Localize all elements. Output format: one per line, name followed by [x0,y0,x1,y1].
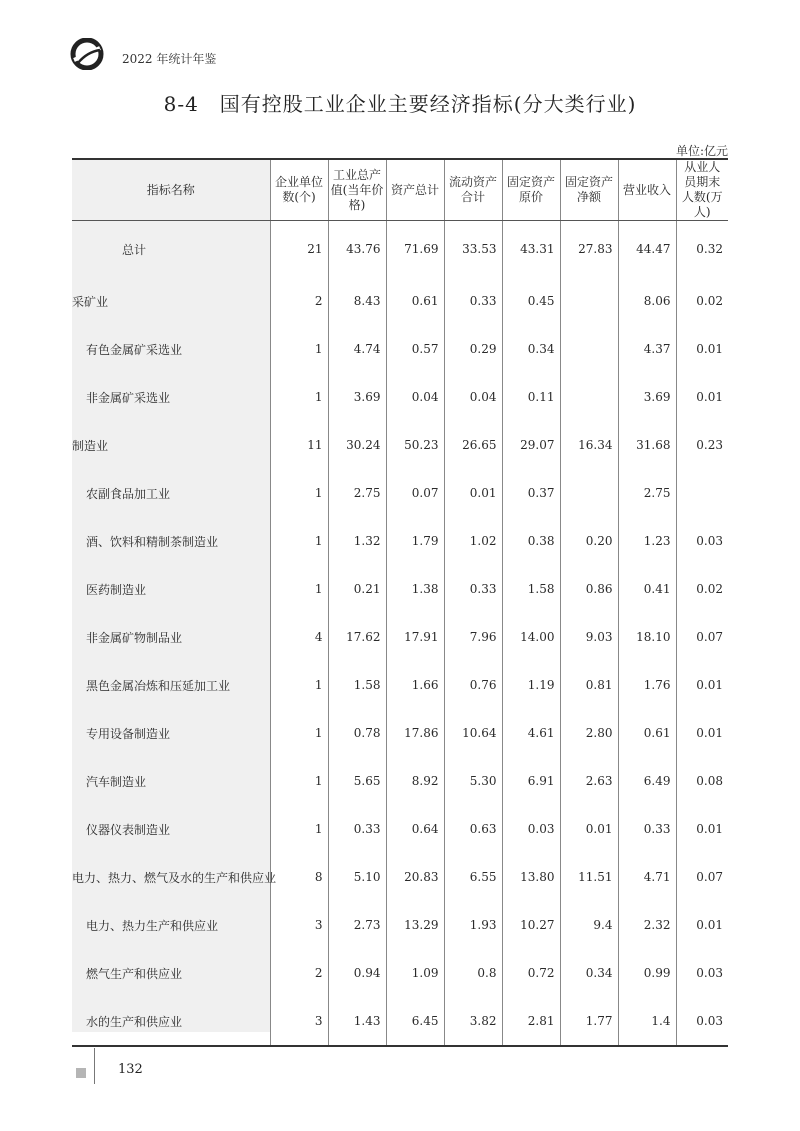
value-cell: 1.58 [328,661,386,709]
indicator-name-cell: 黑色金属冶炼和压延加工业 [86,678,231,693]
page-number: 132 [118,1062,143,1077]
value-cell: 0.72 [502,949,560,997]
indicator-name-cell: 医药制造业 [86,582,147,597]
table-row [72,421,728,469]
value-cell: 13.80 [502,853,560,901]
value-cell: 3 [270,901,328,949]
value-cell: 0.64 [386,805,444,853]
value-cell: 1.58 [502,565,560,613]
indicator-name-cell: 电力、热力生产和供应业 [86,918,219,933]
value-cell: 0.61 [618,709,676,757]
table-row [72,949,728,997]
value-cell: 0.03 [676,517,728,565]
value-cell: 2.32 [618,901,676,949]
table-row [72,469,728,517]
value-cell: 0.01 [676,661,728,709]
value-cell: 2.73 [328,901,386,949]
value-cell: 1.38 [386,565,444,613]
table-row [72,613,728,661]
table-row [72,709,728,757]
value-cell: 1.02 [444,517,502,565]
value-cell: 0.37 [502,469,560,517]
value-cell [560,277,618,325]
value-cell: 1.77 [560,997,618,1046]
indicator-name-cell: 农副食品加工业 [86,486,171,501]
value-cell: 0.38 [502,517,560,565]
statistics-table [72,158,728,1047]
value-cell: 4.37 [618,325,676,373]
indicator-name-cell: 仪器仪表制造业 [86,822,171,837]
indicator-name-cell: 采矿业 [72,294,109,309]
value-cell: 8.06 [618,277,676,325]
value-cell: 29.07 [502,421,560,469]
indicator-name-cell: 汽车制造业 [86,774,147,789]
value-cell: 13.29 [386,901,444,949]
statistics-logo-icon [70,38,104,70]
indicator-name-cell: 酒、饮料和精制茶制造业 [86,534,219,549]
value-cell: 0.01 [676,901,728,949]
value-cell: 0.94 [328,949,386,997]
value-cell: 0.04 [386,373,444,421]
value-cell: 0.99 [618,949,676,997]
footer-square-mark [76,1068,86,1078]
value-cell: 0.03 [502,805,560,853]
value-cell: 43.76 [328,221,386,278]
value-cell: 0.02 [676,565,728,613]
value-cell: 1 [270,709,328,757]
value-cell [560,373,618,421]
value-cell: 1.23 [618,517,676,565]
value-cell: 0.33 [328,805,386,853]
value-cell: 31.68 [618,421,676,469]
value-cell: 9.03 [560,613,618,661]
indicator-name-cell: 有色金属矿采选业 [86,342,183,357]
value-cell: 0.01 [676,709,728,757]
value-cell: 5.65 [328,757,386,805]
value-cell: 1 [270,565,328,613]
value-cell: 1 [270,469,328,517]
value-cell: 21 [270,221,328,278]
value-cell: 5.10 [328,853,386,901]
value-cell: 0.11 [502,373,560,421]
value-cell: 71.69 [386,221,444,278]
value-cell: 3.82 [444,997,502,1046]
column-header: 资产总计 [386,159,444,221]
value-cell: 1 [270,325,328,373]
value-cell: 1 [270,661,328,709]
value-cell: 10.27 [502,901,560,949]
value-cell: 1.93 [444,901,502,949]
value-cell: 0.63 [444,805,502,853]
value-cell: 2.75 [618,469,676,517]
value-cell: 0.01 [444,469,502,517]
value-cell: 1.19 [502,661,560,709]
value-cell: 2.80 [560,709,618,757]
value-cell: 0.78 [328,709,386,757]
value-cell: 0.01 [676,325,728,373]
value-cell: 0.34 [560,949,618,997]
value-cell: 6.91 [502,757,560,805]
value-cell [560,469,618,517]
value-cell: 1.09 [386,949,444,997]
value-cell: 0.21 [328,565,386,613]
value-cell: 1 [270,757,328,805]
value-cell: 20.83 [386,853,444,901]
value-cell: 4.74 [328,325,386,373]
value-cell: 4 [270,613,328,661]
column-header: 营业收入 [618,159,676,221]
value-cell: 16.34 [560,421,618,469]
value-cell: 3.69 [328,373,386,421]
column-header: 指标名称 [72,159,270,221]
value-cell: 6.49 [618,757,676,805]
value-cell: 17.86 [386,709,444,757]
value-cell: 1 [270,517,328,565]
column-header: 流动资产合计 [444,159,502,221]
value-cell: 10.64 [444,709,502,757]
value-cell: 18.10 [618,613,676,661]
value-cell: 8.92 [386,757,444,805]
value-cell: 0.81 [560,661,618,709]
table-row [72,757,728,805]
value-cell: 0.02 [676,277,728,325]
value-cell: 0.32 [676,221,728,278]
value-cell: 9.4 [560,901,618,949]
value-cell: 6.55 [444,853,502,901]
value-cell: 8.43 [328,277,386,325]
value-cell: 30.24 [328,421,386,469]
indicator-name-cell: 水的生产和供应业 [72,997,270,1046]
value-cell: 0.57 [386,325,444,373]
value-cell: 0.03 [676,949,728,997]
table-row [72,221,728,278]
indicator-name-cell: 燃气生产和供应业 [86,966,183,981]
value-cell: 1.4 [618,997,676,1046]
table-body [72,221,728,1047]
indicator-name-cell: 总计 [122,242,147,257]
indicator-name-cell: 非金属矿采选业 [86,390,171,405]
value-cell: 1.66 [386,661,444,709]
value-cell: 0.86 [560,565,618,613]
value-cell: 0.01 [560,805,618,853]
indicator-name-cell: 专用设备制造业 [86,726,171,741]
value-cell: 0.33 [618,805,676,853]
value-cell: 1.32 [328,517,386,565]
value-cell: 0.45 [502,277,560,325]
value-cell: 8 [270,853,328,901]
value-cell: 33.53 [444,221,502,278]
value-cell: 17.62 [328,613,386,661]
value-cell: 0.34 [502,325,560,373]
value-cell: 0.04 [444,373,502,421]
column-header: 固定资产净额 [560,159,618,221]
value-cell [560,325,618,373]
table-row [72,853,728,901]
table-row [72,277,728,325]
value-cell: 11.51 [560,853,618,901]
value-cell: 4.61 [502,709,560,757]
value-cell: 6.45 [386,997,444,1046]
table-row [72,997,728,1046]
value-cell: 0.29 [444,325,502,373]
table-row [72,901,728,949]
value-cell: 43.31 [502,221,560,278]
value-cell: 0.20 [560,517,618,565]
page-title: 8-4 国有控股工业企业主要经济指标(分大类行业) [163,92,637,116]
table-row [72,325,728,373]
value-cell: 3.69 [618,373,676,421]
value-cell: 0.08 [676,757,728,805]
value-cell: 0.01 [676,805,728,853]
table-row [72,565,728,613]
value-cell: 26.65 [444,421,502,469]
value-cell [676,469,728,517]
value-cell: 1.43 [328,997,386,1046]
table-row [72,661,728,709]
unit-label: 单位:亿元 [675,144,728,158]
value-cell: 2.81 [502,997,560,1046]
table-row [72,373,728,421]
value-cell: 11 [270,421,328,469]
indicator-name-cell: 制造业 [72,438,109,453]
indicator-name-cell: 电力、热力、燃气及水的生产和供应业 [72,870,277,885]
value-cell: 4.71 [618,853,676,901]
column-header: 固定资产原价 [502,159,560,221]
statistics-table-container [72,158,728,1047]
value-cell: 0.23 [676,421,728,469]
value-cell: 0.76 [444,661,502,709]
value-cell: 1.76 [618,661,676,709]
value-cell: 0.01 [676,373,728,421]
value-cell: 0.03 [676,997,728,1046]
indicator-name-cell: 非金属矿物制品业 [86,630,183,645]
value-cell: 0.33 [444,277,502,325]
value-cell: 27.83 [560,221,618,278]
table-header-row [72,159,728,221]
value-cell: 0.07 [676,613,728,661]
table-row [72,517,728,565]
footer-divider [94,1048,95,1084]
value-cell: 2 [270,277,328,325]
value-cell: 5.30 [444,757,502,805]
column-header: 企业单位数(个) [270,159,328,221]
value-cell: 50.23 [386,421,444,469]
value-cell: 0.33 [444,565,502,613]
column-header: 从业人员期末人数(万人) [676,159,728,221]
value-cell: 7.96 [444,613,502,661]
value-cell: 0.41 [618,565,676,613]
value-cell: 3 [270,997,328,1046]
value-cell: 0.8 [444,949,502,997]
value-cell: 1 [270,373,328,421]
value-cell: 1 [270,805,328,853]
value-cell: 0.61 [386,277,444,325]
value-cell: 0.07 [386,469,444,517]
value-cell: 0.07 [676,853,728,901]
value-cell: 2.75 [328,469,386,517]
value-cell: 2 [270,949,328,997]
yearbook-label: 2022 年统计年鉴 [122,52,217,66]
value-cell: 14.00 [502,613,560,661]
value-cell: 17.91 [386,613,444,661]
value-cell: 2.63 [560,757,618,805]
column-header: 工业总产值(当年价格) [328,159,386,221]
table-row [72,805,728,853]
value-cell: 44.47 [618,221,676,278]
value-cell: 1.79 [386,517,444,565]
